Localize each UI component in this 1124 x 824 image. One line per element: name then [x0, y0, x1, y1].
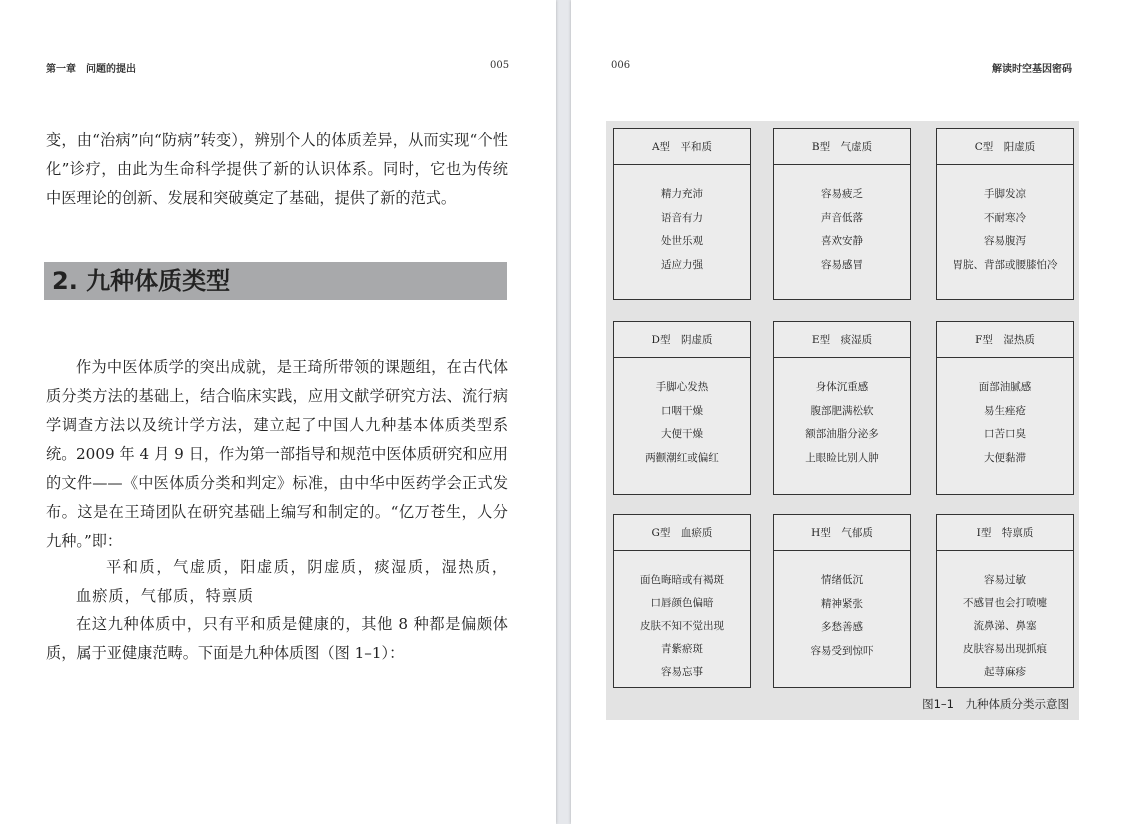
type-title: I型 特禀质	[937, 515, 1073, 551]
type-items	[937, 551, 1073, 684]
type-item: 青紫瘀斑	[661, 643, 703, 655]
type-items	[937, 358, 1073, 470]
page-number: 005	[490, 60, 510, 71]
type-box-g	[613, 514, 751, 688]
paragraph: 在这九种体质中，只有平和质是健康的，其他 8 种都是偏颇体质，属于亚健康范畴。下面是九种体质图（图 1–1）：	[46, 615, 508, 662]
constitution-types-figure	[606, 121, 1079, 720]
type-title: G型 血瘀质	[614, 515, 750, 551]
type-title: D型 阴虚质	[614, 322, 750, 358]
type-box-h	[773, 514, 911, 688]
type-item: 身体沉重感	[815, 381, 869, 393]
type-item: 额部油脂分泌多	[805, 428, 879, 440]
type-item: 皮肤不知不觉出现	[640, 620, 724, 632]
type-items	[614, 551, 750, 684]
section-title: 2. 九种体质类型	[52, 267, 231, 295]
type-title: E型 痰湿质	[774, 322, 910, 358]
type-box-e	[773, 321, 911, 495]
page-number: 006	[611, 60, 631, 71]
type-item: 容易腹泻	[984, 235, 1026, 247]
type-item: 口苦口臭	[984, 428, 1026, 440]
type-item: 情绪低沉	[821, 574, 863, 586]
type-title: F型 湿热质	[937, 322, 1073, 358]
type-item: 适应力强	[661, 258, 703, 271]
type-items	[774, 165, 910, 277]
type-item: 容易受到惊吓	[810, 644, 874, 657]
type-item: 面部油腻感	[978, 381, 1032, 393]
type-items	[614, 358, 750, 470]
book-title-header: 解读时空基因密码	[992, 64, 1072, 75]
type-box-d	[613, 321, 751, 495]
type-item: 易生痤疮	[984, 404, 1026, 417]
chapter-header: 第一章 问题的提出	[46, 64, 136, 75]
type-item: 手脚发凉	[984, 188, 1026, 200]
type-item: 容易感冒	[821, 258, 863, 271]
type-box-i	[936, 514, 1074, 688]
type-item: 流鼻涕、鼻塞	[973, 620, 1037, 632]
type-item: 口唇颜色偏暗	[650, 597, 714, 609]
type-title: H型 气郁质	[774, 515, 910, 551]
type-item: 面色晦暗或有褐斑	[640, 574, 724, 586]
type-item: 皮肤容易出现抓痕	[963, 643, 1047, 655]
type-item: 处世乐观	[661, 235, 703, 247]
type-items	[937, 165, 1073, 277]
type-items	[774, 551, 910, 663]
paragraph: 变，由“治病”向“防病”转变），辨别个人的体质差异，从而实现“个性化”诊疗，由此为生命科学提供了新的认识体系。同时，它也为传统中医理论的创新、发展和突破奠定了基础，提供了新的范式。	[46, 131, 508, 207]
type-item: 不感冒也会打喷嚏	[963, 597, 1047, 609]
type-item: 起荨麻疹	[984, 666, 1026, 678]
type-item: 喜欢安静	[821, 235, 863, 247]
paragraph: 作为中医体质学的突出成就，是王琦所带领的课题组，在古代体质分类方法的基础上，结合临床实践，应用文献学研究方法、流行病学调查方法以及统计学方法，建立起了中国人九种基本体质类型系统。	[46, 358, 508, 463]
type-item: 容易过敏	[984, 574, 1026, 586]
type-box-c	[936, 128, 1074, 300]
type-item: 两颧潮红或偏红	[645, 451, 719, 464]
type-title: B型 气虚质	[774, 129, 910, 165]
type-item: 腹部肥满松软	[810, 404, 874, 417]
type-item: 精神紧张	[821, 597, 863, 610]
type-item: 大便黏滞	[984, 451, 1026, 464]
type-box-b	[773, 128, 911, 300]
type-item: 容易疲乏	[821, 188, 863, 200]
type-item: 上眼睑比别人肿	[805, 451, 879, 464]
type-box-f	[936, 321, 1074, 495]
type-items	[614, 165, 750, 277]
type-item: 胃脘、背部或腰膝怕冷	[952, 258, 1058, 271]
type-title: C型 阳虚质	[937, 129, 1073, 165]
quote-block: 平和质，气虚质，阳虚质，阴虚质，痰湿质，湿热质，血瘀质，气郁质，特禀质	[76, 558, 508, 605]
page-005	[0, 0, 556, 824]
type-title: A型 平和质	[614, 129, 750, 165]
type-item: 精力充沛	[661, 188, 703, 200]
type-item: 手脚心发热	[655, 381, 709, 393]
type-item: 容易忘事	[661, 666, 703, 678]
type-item: 不耐寒冷	[984, 211, 1026, 224]
type-item: 多愁善感	[821, 621, 863, 633]
type-item: 语音有力	[661, 211, 703, 224]
page-006	[571, 0, 1124, 824]
type-item: 声音低落	[821, 211, 863, 224]
type-box-a	[613, 128, 751, 300]
figure-caption: 图1–1 九种体质分类示意图	[922, 697, 1069, 711]
paragraph: 2009 年 4 月 9 日，作为第一部指导和规范中医体质研究和应用的文件——《中医体质分类和判定》标准，由中华中医药学会正式发布。这是在王琦团队在研究基础上编写和制定的。“亿万苍生，人分九种。”即：	[46, 445, 508, 550]
type-item: 口咽干燥	[661, 404, 703, 417]
type-item: 大便干燥	[661, 428, 703, 440]
type-items	[774, 358, 910, 470]
